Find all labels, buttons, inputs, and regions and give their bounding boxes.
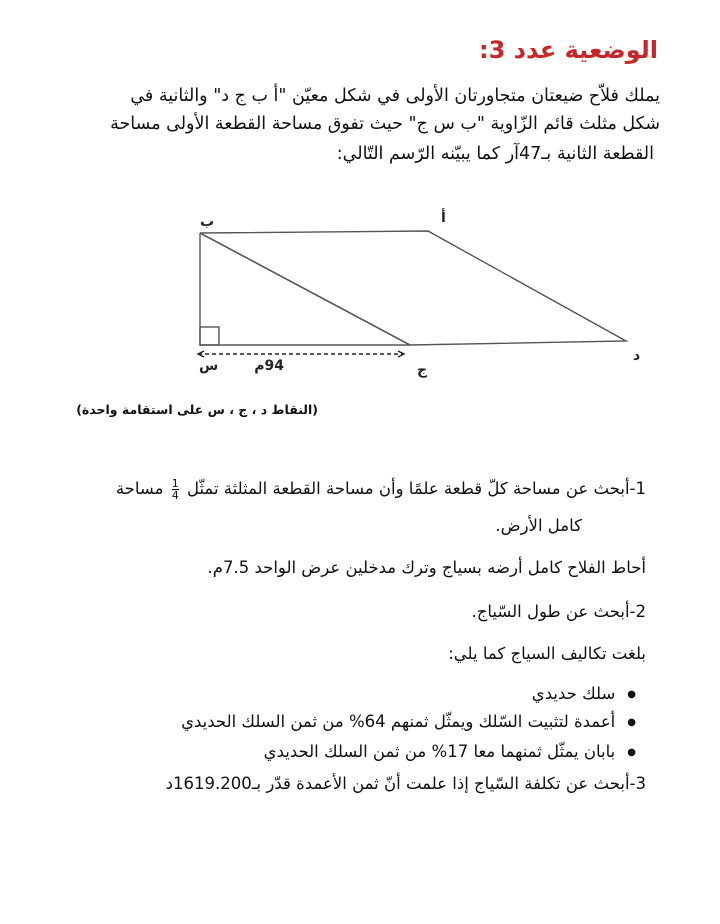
label-s: س <box>199 358 219 374</box>
question-1-part-2: مساحة <box>115 479 164 498</box>
question-1-part-1: 1-أبحث عن مساحة كلّ قطعة علمًا وأن مساحة القطعة المثلثة تمثّل <box>186 479 646 498</box>
bullet-item: ● بابان يمثّل ثمنهما معا 17% من ثمن السلك الحديدي <box>264 742 636 761</box>
intro-line-3: القطعة الثانية بـ47آر كما يبيّنه الرّسم التّالي: <box>336 144 654 164</box>
bullet-item: ● سلك حديدي <box>532 684 636 703</box>
question-1 <box>116 478 646 501</box>
costs-intro: بلغت تكاليف السياج كما يلي: <box>448 644 646 663</box>
label-d: د <box>633 348 641 364</box>
label-c: ج <box>417 362 428 378</box>
fence-statement: أحاط الفلاح كامل أرضه بسياج وترك مدخلين عرض الواحد 7.5م. <box>207 558 646 577</box>
fraction-denominator: 4 <box>171 489 179 502</box>
intro-line-1: يملك فلاّح ضيعتان متجاورتان الأولى في شكل معيّن "أ ب ج د" والثانية في <box>130 86 660 106</box>
question-2: 2-أبحث عن طول السّياج. <box>471 602 646 621</box>
diagram-caption: (النقاط د ، ج ، س على استقامة واحدة) <box>76 402 318 417</box>
fraction-numerator: 1 <box>171 477 179 490</box>
bullet-item: ● أعمدة لتثبيت السّلك ويمثّل ثمنهم 64% من ثمن السلك الحديدي <box>181 712 636 731</box>
exercise-title: الوضعية عدد 3: <box>479 36 658 64</box>
label-b: ب <box>200 214 215 230</box>
question-1-line-2: كامل الأرض. <box>495 516 582 535</box>
fraction-one-quarter <box>172 478 179 501</box>
label-a: أ <box>441 210 446 226</box>
question-3: 3-أبحث عن تكلفة السّياج إذا علمت أنّ ثمن الأعمدة قدّر بـ1619.200د <box>165 774 646 793</box>
rhombus-abcd <box>200 231 626 345</box>
geometry-diagram <box>0 0 720 440</box>
diagonal-bc <box>200 233 410 345</box>
right-angle-mark <box>200 327 219 345</box>
length-label: 94م <box>254 358 284 374</box>
intro-line-2: شكل مثلث قائم الزّاوية "ب س ج" حيث تفوق مساحة القطعة الأولى مساحة <box>110 114 660 134</box>
